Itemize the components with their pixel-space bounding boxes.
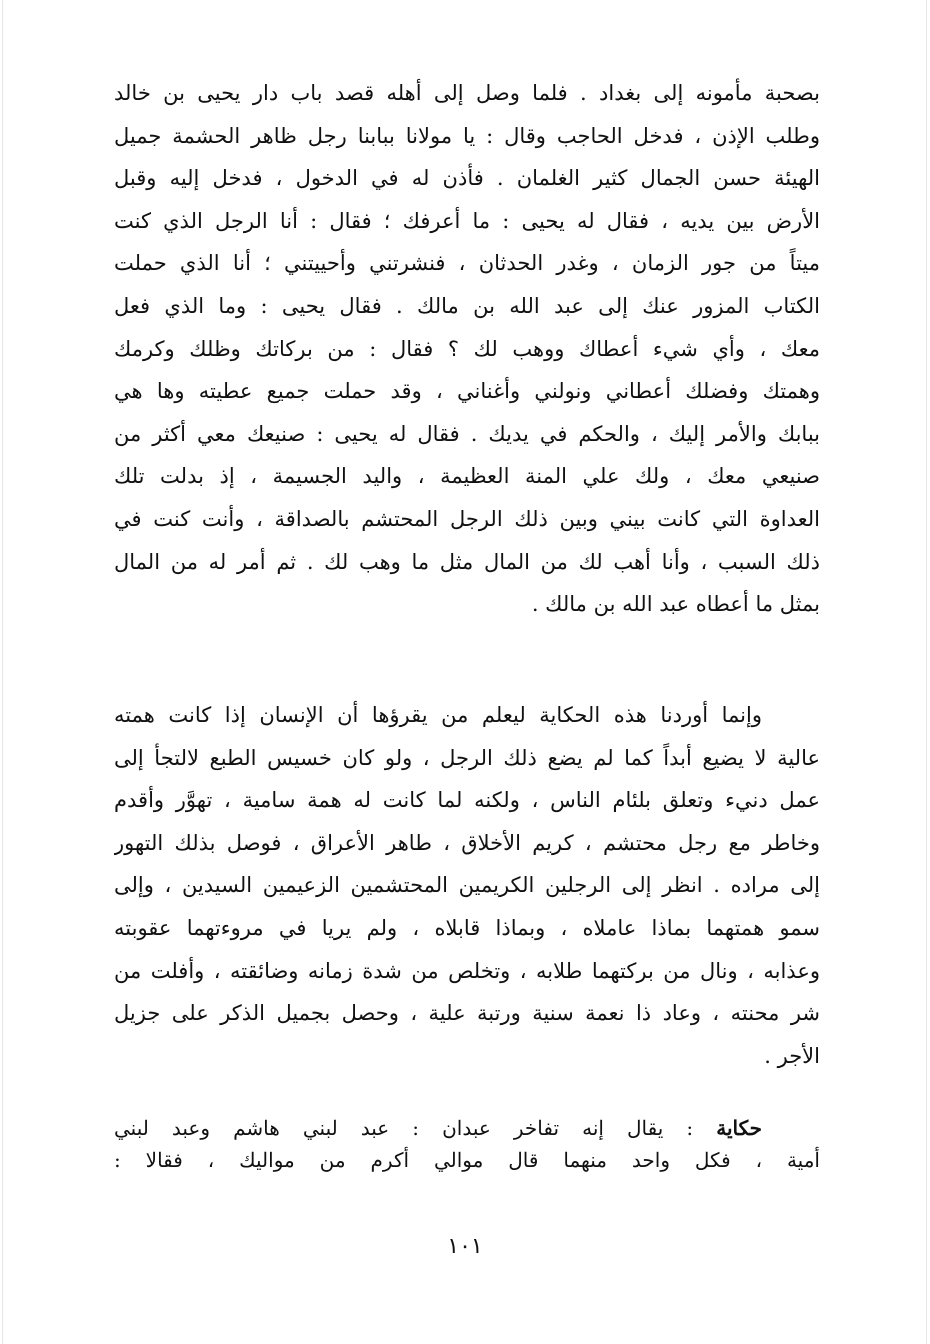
text-line: ميتاً من جور الزمان ، وغدر الحدثان ، فنشرتني وأحييتني ؛ أنا الذي حملت: [114, 251, 820, 276]
story-heading: حكاية: [716, 1116, 763, 1140]
text-line: ببابك والأمر إليك ، والحكم في يديك . فقال له يحيى : صنيعك معي أكثر من: [114, 421, 820, 446]
text-line: [114, 1112, 820, 1144]
text-line: ذلك السبب ، وأنا أهب لك من المال مثل ما وهب لك . ثم أمر له من المال: [114, 549, 820, 574]
text-line: عمل دنيء وتعلق بلئام الناس ، ولكنه لما كانت له همة سامية ، تهوَّر وأقدم: [114, 788, 820, 813]
text-line: وإنما أوردنا هذه الحكاية ليعلم من يقرؤها أن الإنسان إذا كانت همته: [114, 703, 762, 727]
text-line: بصحبة مأمونه إلى بغداد . فلما وصل إلى أهله قصد باب دار يحيى بن خالد: [114, 81, 820, 105]
page-number: ١٠١: [447, 1234, 483, 1259]
text-line: وطلب الإذن ، فدخل الحاجب وقال : يا مولانا ببابنا رجل ظاهر الحشمة جميل: [114, 123, 820, 148]
text-line: أمية ، فكل واحد منهما قال موالي أكرم من مواليك ، فقالا :: [114, 1148, 820, 1172]
text-line: وهمتك وفضلك أعطاني ونولني وأغناني ، وقد حملت جميع عطيته وها هي: [114, 379, 820, 404]
text-line: وخاطر مع رجل محتشم ، كريم الأخلاق ، طاهر الأعراق ، فوصل بذلك التهور: [114, 830, 820, 855]
paragraph-moral: [114, 694, 820, 1077]
paragraph-story-ending: [114, 72, 820, 626]
text-line: سمو همتهما بماذا عاملاه ، وبماذا قابلاه ، ولم يريا في مروءتهما عقوبته: [114, 915, 820, 940]
text-line: الكتاب المزور عنك إلى عبد الله بن مالك . فقال يحيى : وما الذي فعل: [114, 293, 820, 318]
text-line: بمثل ما أعطاه عبد الله بن مالك .: [531, 592, 820, 617]
text-line: الأرض بين يديه ، فقال له يحيى : ما أعرفك ؛ فقال : أنا الرجل الذي كنت: [114, 208, 820, 233]
story-opening: : يقال إنه تفاخر عبدان : عبد لبني هاشم وعبد لبني: [114, 1116, 694, 1140]
text-line: الهيئة حسن الجمال كثير الغلمان . فأذن له في الدخول ، فدخل إليه وقبل: [114, 166, 820, 191]
text-line: معك ، وأي شيء أعطاك ووهب لك ؟ فقال : من بركاتك وظلك وكرمك: [114, 336, 820, 361]
left-page-edge: [2, 0, 3, 1344]
text-line: الأجر .: [764, 1043, 820, 1068]
text-line: صنيعي معك ، ولك علي المنة العظيمة ، واليد الجسيمة ، إذ بدلت تلك: [114, 464, 820, 489]
text-line: إلى مراده . انظر إلى الرجلين الكريمين المحتشمين الزعيمين السيدين ، وإلى: [114, 873, 820, 898]
paragraph-new-story: [114, 1112, 820, 1176]
text-line: عالية لا يضيع أبداً كما لم يضع ذلك الرجل ، ولو كان خسيس الطبع لالتجأ إلى: [114, 745, 820, 770]
text-line: شر محنته ، وعاد ذا نعمة سنية ورتبة علية ، وحصل بجميل الذكر على جزيل: [114, 1001, 820, 1026]
text-line: العداوة التي كانت بيني وبين ذلك الرجل المحتشم بالصداقة ، وأنت كنت في: [114, 506, 820, 531]
text-line: وعذابه ، ونال من بركتهما طلابه ، وتخلص من شدة زمانه وضائقته ، وأفلت من: [114, 958, 820, 983]
right-page-edge: [926, 0, 927, 1344]
